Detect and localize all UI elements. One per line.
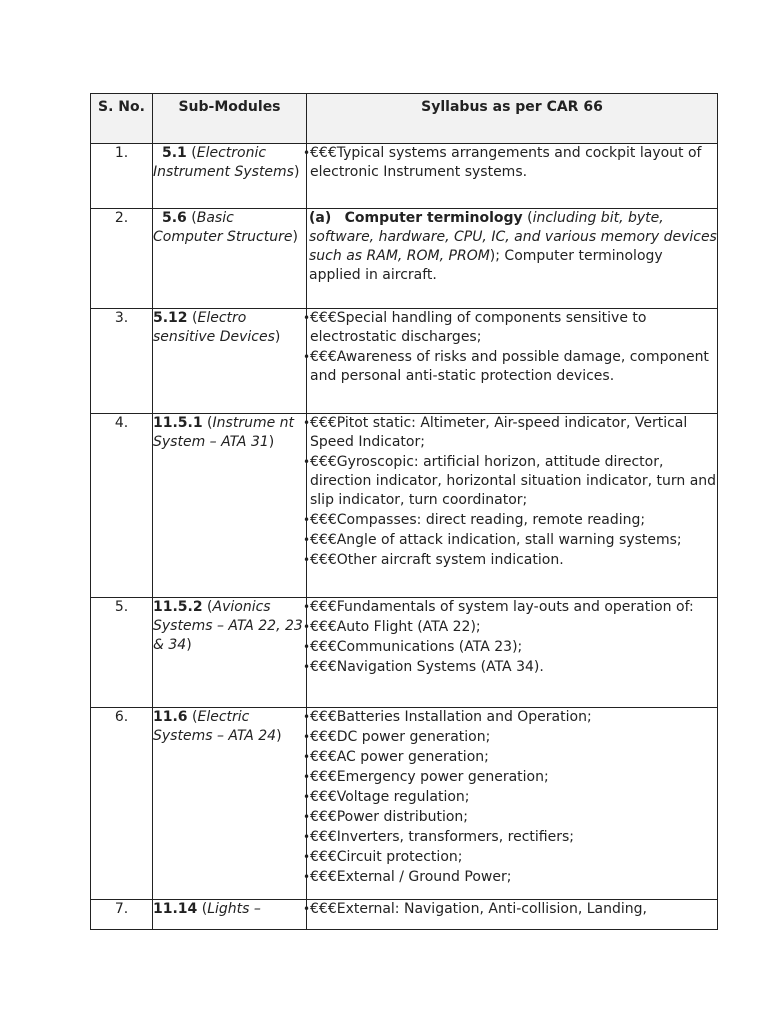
syllabus-cell (307, 708, 718, 900)
header-syllabus: Syllabus as per CAR 66 (307, 94, 718, 144)
sub-module-code: 5.12 (153, 310, 188, 326)
sub-module-cell: 5.1 (Electronic Instrument Systems) (153, 144, 307, 209)
syllabus-cell (307, 598, 718, 708)
syllabus-item: • €€€Other aircraft system indication. (307, 551, 717, 570)
syllabus-item: • €€€AC power generation; (307, 748, 717, 767)
sub-module-title: Electronic Instrument Systems (153, 145, 294, 180)
syllabus-item: • €€€Gyroscopic: artificial horizon, attitude director, direction indicator, horizontal situation indicator, turn and slip indicator, turn coordinator; (307, 453, 717, 510)
syllabus-cell (307, 309, 718, 414)
syllabus-item: • €€€External / Ground Power; (307, 868, 717, 887)
syllabus-item: • €€€Batteries Installation and Operation; (307, 708, 717, 727)
syllabus-cell (307, 209, 718, 309)
syllabus-item: • €€€Compasses: direct reading, remote reading; (307, 511, 717, 530)
item-label: (a) (309, 210, 332, 226)
syllabus-item: • €€€Inverters, transformers, rectifiers; (307, 828, 717, 847)
sub-module-title: Electro sensitive Devices (153, 310, 275, 345)
syllabus-item: • €€€Circuit protection; (307, 848, 717, 867)
sub-module-cell: 11.6 (Electric Systems – ATA 24) (153, 708, 307, 900)
syllabus-item: • €€€Auto Flight (ATA 22); (307, 618, 717, 637)
table-row (91, 209, 718, 309)
table-header-row (91, 94, 718, 144)
item-term: Computer terminology (344, 210, 523, 226)
row-number: 1. (91, 144, 153, 209)
syllabus-item: • €€€DC power generation; (307, 728, 717, 747)
syllabus-item: • €€€Fundamentals of system lay-outs and operation of: (307, 598, 717, 617)
syllabus-cell (307, 144, 718, 209)
syllabus-item: • €€€Pitot static: Altimeter, Air-speed indicator, Vertical Speed Indicator; (307, 414, 717, 452)
sub-module-cell: 11.14 (Lights – (153, 900, 307, 930)
syllabus-cell (307, 900, 718, 930)
syllabus-item: • €€€Typical systems arrangements and cockpit layout of electronic Instrument systems. (307, 144, 717, 182)
sub-module-code: 11.5.2 (153, 599, 203, 615)
header-sub-modules: Sub-Modules (153, 94, 307, 144)
sub-module-cell: 11.5.1 (Instrume nt System – ATA 31) (153, 414, 307, 598)
table-row (91, 144, 718, 209)
sub-module-code: 11.14 (153, 901, 198, 917)
syllabus-item: • €€€Angle of attack indication, stall warning systems; (307, 531, 717, 550)
sub-module-title: Electric Systems – ATA 24 (153, 709, 277, 744)
syllabus-item: • €€€Voltage regulation; (307, 788, 717, 807)
row-number: 3. (91, 309, 153, 414)
sub-module-code: 11.5.1 (153, 415, 203, 431)
row-number: 2. (91, 209, 153, 309)
item-detail: including bit, byte, software, hardware, CPU, IC, and various memory devices such as RAM, ROM, PROM (309, 210, 717, 264)
syllabus-item: • €€€External: Navigation, Anti-collision, Landing, (307, 900, 717, 919)
syllabus-table (90, 93, 718, 930)
row-number: 4. (91, 414, 153, 598)
row-number: 7. (91, 900, 153, 930)
sub-module-title: Lights – (207, 901, 261, 917)
syllabus-paragraph (307, 209, 717, 285)
sub-module-code: 5.1 (162, 145, 187, 161)
sub-module-title: Basic Computer Structure (153, 210, 293, 245)
sub-module-cell: 11.5.2 (Avionics Systems – ATA 22, 23 & 34) (153, 598, 307, 708)
sub-module-cell: 5.6 (Basic Computer Structure) (153, 209, 307, 309)
row-number: 5. (91, 598, 153, 708)
table-row (91, 708, 718, 900)
sub-module-code: 11.6 (153, 709, 188, 725)
syllabus-item: • €€€Power distribution; (307, 808, 717, 827)
table-row (91, 598, 718, 708)
item-rest: ); Computer terminology applied in aircraft. (309, 248, 663, 283)
table-row (91, 309, 718, 414)
item-paren: ( (522, 210, 533, 226)
syllabus-item: • €€€Communications (ATA 23); (307, 638, 717, 657)
table-row (91, 900, 718, 930)
sub-module-cell: 5.12 (Electro sensitive Devices) (153, 309, 307, 414)
sub-module-title: Instrume nt System – ATA 31 (153, 415, 295, 450)
table-row (91, 414, 718, 598)
syllabus-item: • €€€Navigation Systems (ATA 34). (307, 658, 717, 677)
sub-module-code: 5.6 (162, 210, 187, 226)
syllabus-item: • €€€Awareness of risks and possible damage, component and personal anti-static protection devices. (307, 348, 717, 386)
syllabus-item: • €€€Special handling of components sensitive to electrostatic discharges; (307, 309, 717, 347)
syllabus-cell (307, 414, 718, 598)
syllabus-item: • €€€Emergency power generation; (307, 768, 717, 787)
header-sno: S. No. (91, 94, 153, 144)
sub-module-title: Avionics Systems – ATA 22, 23 & 34 (153, 599, 303, 653)
row-number: 6. (91, 708, 153, 900)
